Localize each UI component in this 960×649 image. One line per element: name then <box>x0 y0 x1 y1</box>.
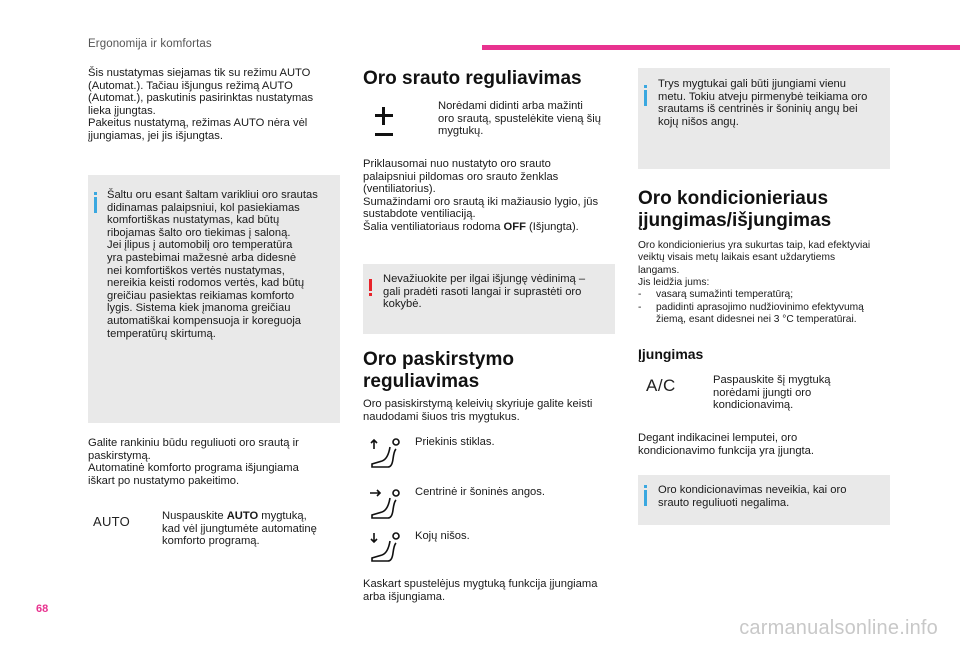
distribution-footer: Kaskart spustelėjus mygtuką funkcija įjungiama arba išjungiama. <box>363 578 598 603</box>
ac-intro: Oro kondicionierius yra sukurtas taip, kad efektyviai veiktų visais metų laikais esant uždarytiems langams. Jis leidžia jums: <box>638 240 871 289</box>
list-item: - vasarą sumažinti temperatūrą; <box>638 289 794 300</box>
ac-instruction: Paspauskite šį mygtuką norėdami įjungti oro kondicionavimą. <box>713 374 831 412</box>
info-box-text: Oro kondicionavimas neveikia, kai oro srauto reguliuoti negalima. <box>658 484 847 509</box>
ac-indicator-text: Degant indikacinei lemputei, oro kondicionavimo funkcija yra įjungta. <box>638 432 814 457</box>
page-number: 68 <box>36 603 49 615</box>
ac-button-icon: A/C <box>646 376 676 395</box>
footwell-icon <box>368 531 404 563</box>
minus-icon <box>375 133 393 136</box>
plus-icon <box>374 106 394 126</box>
windshield-icon <box>368 437 404 469</box>
manual-paragraph: Galite rankiniu būdu reguliuoti oro srautą ir paskirstymą. Automatinė komforto programa išjungiama iškart po nustatymo pakeitimo. <box>88 437 299 487</box>
info-box-text: Trys mygtukai gali būti įjungiami vienu metu. Tokiu atveju pirmenybė teikiama oro srautams iš centrinės ir šoninių angų bei kojų nišos angų. <box>658 78 868 128</box>
section-title-distribution: Oro paskirstymo reguliavimas <box>363 349 514 392</box>
air-flow-paragraph: Priklausomai nuo nustatyto oro srauto palaipsniui pildomas oro srauto ženklas (ventiliatorius). Sumažindami oro srautą iki mažiausio lygio, jūs sustabdote ventiliaciją. Šalia ventiliatoriaus rodoma OFF (Išjungta). <box>363 158 599 233</box>
section-title-air-flow: Oro srauto reguliavimas <box>363 68 582 89</box>
plus-minus-instruction: Norėdami didinti arba mažinti oro srautą, spustelėkite vieną šių mygtukų. <box>438 100 601 138</box>
auto-button-icon: AUTO <box>93 514 131 529</box>
info-icon <box>94 197 97 213</box>
info-icon-dot <box>644 85 647 88</box>
info-box-cold-start <box>88 175 340 423</box>
distribution-label: Priekinis stiklas. <box>415 436 495 448</box>
vents-icon <box>368 488 404 520</box>
info-box-text: Šaltu oru esant šaltam varikliui oro srautas didinamas palaipsniui, kol pasiekiamas komfortiškas nustatymas, kad būtų ribojamas šalto oro tiekimas į saloną. Jei įlipus į automobilį oro temperatūra yra pastebimai mažesnė arba didesnė nei komfortiškos vertės nustatymas, nereikia keisti rodomos vertės, kad būtų greičiau pasiektas reikiamas komforto lygis. Sistema kiek įmanoma greičiau automatiškai kompensuoja ir koreguoja temperatūrų skirtumą. <box>107 189 318 340</box>
ac-benefits-list <box>638 289 900 328</box>
warning-icon <box>369 279 372 291</box>
distribution-label: Kojų nišos. <box>415 530 470 542</box>
intro-paragraph: Šis nustatymas siejamas tik su režimu AUTO (Automat.). Tačiau išjungus režimą AUTO (Automat.), paskutinis pasirinktas nustatymas lieka įjungtas. Pakeitus nustatymą, režimas AUTO nėra vėl įjungiamas, jei jis išjungtas. <box>88 67 314 142</box>
distribution-intro: Oro pasiskirstymą keleivių skyriuje galite keisti naudodami šiuos tris mygtukus. <box>363 398 593 423</box>
info-box-multi-button <box>638 68 890 169</box>
subtitle-activation: Įjungimas <box>638 346 704 362</box>
warning-icon-dot <box>369 293 372 296</box>
auto-instruction: Nuspauskite AUTO mygtuką, kad vėl įjungtumėte automatinę komforto programą. <box>162 510 317 548</box>
warning-box <box>363 264 615 334</box>
info-icon-dot <box>644 485 647 488</box>
distribution-label: Centrinė ir šoninės angos. <box>415 486 545 498</box>
header-accent-bar <box>482 45 960 50</box>
info-icon <box>644 490 647 506</box>
warning-text: Nevažiuokite per ilgai išjungę vėdinimą – gali pradėti rasoti langai ir suprastėti oro kokybė. <box>383 273 586 311</box>
section-header: Ergonomija ir komfortas <box>88 38 212 50</box>
watermark: carmanualsonline.info <box>739 617 938 639</box>
list-item: - padidinti aprasojimo nudžiovinimo efektyvumą žiemą, esant didesnei nei 3 °C temperatūrai. <box>638 302 864 326</box>
info-icon-dot <box>94 192 97 195</box>
info-icon <box>644 90 647 106</box>
section-title-ac: Oro kondicionieriaus įjungimas/išjungimas <box>638 188 832 231</box>
info-box-ac-limit <box>638 475 890 525</box>
